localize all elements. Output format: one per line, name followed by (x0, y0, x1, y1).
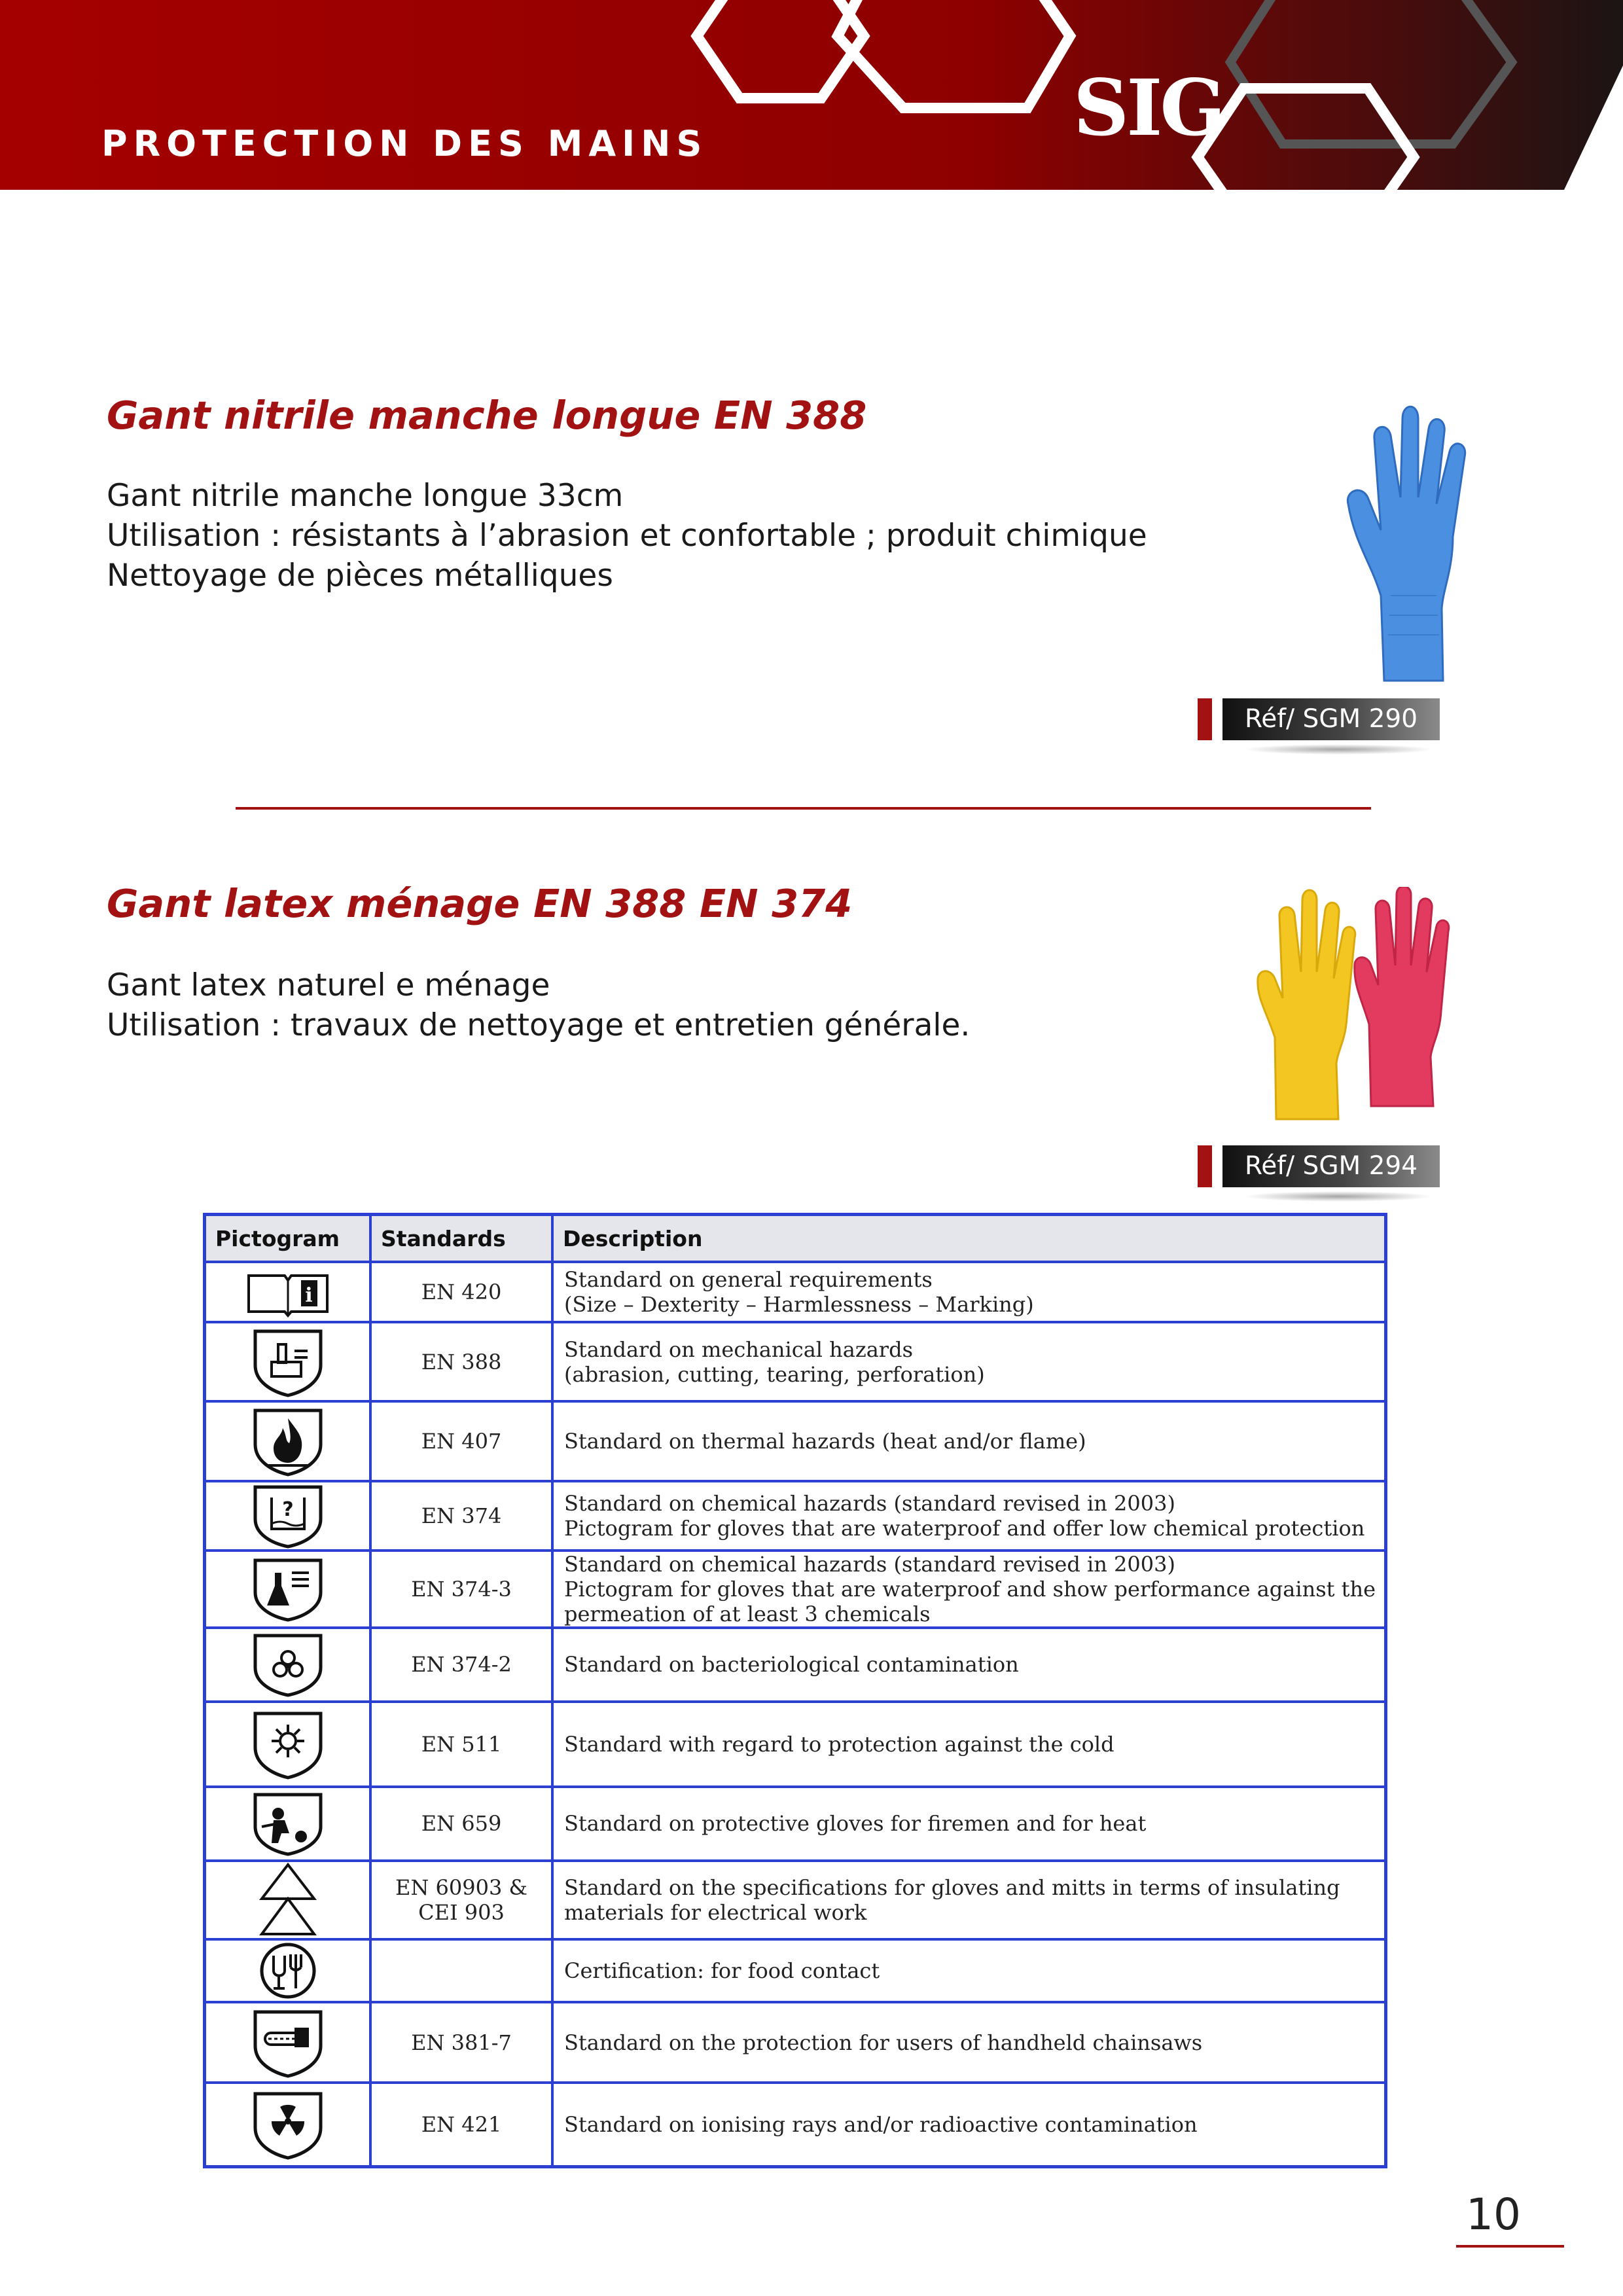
description-cell (552, 2002, 1386, 2082)
description-cell (552, 1322, 1386, 1401)
standards-table (203, 1213, 1387, 2168)
table-header-row (205, 1215, 1386, 1263)
column-header-standards: Standards (370, 1215, 552, 1263)
standard-cell: EN 388 (370, 1322, 552, 1401)
table-row (205, 1401, 1386, 1481)
radiation-shield-icon (249, 2089, 327, 2161)
sig-logo: SIG (1073, 62, 1224, 153)
product-title-latex: Gant latex ménage EN 388 EN 374 (107, 881, 853, 926)
pictogram-cell (205, 1939, 371, 2002)
description-line: Standard on ionising rays and/or radioactive contamination (564, 2111, 1198, 2137)
page-header (0, 0, 1623, 190)
firefighter-shield-icon (249, 1791, 327, 1856)
product-desc-line: Nettoyage de pièces métalliques (107, 558, 613, 594)
standard-cell: EN 421 (370, 2083, 552, 2167)
pictogram-cell (205, 2002, 371, 2082)
description-line: Standard on the protection for users of handheld chainsaws (564, 2030, 1203, 2055)
page-number: 10 (1466, 2189, 1521, 2240)
section-title: PROTECTION DES MAINS (101, 123, 708, 164)
food-contact-icon (249, 1941, 327, 2000)
pictogram-cell (205, 1702, 371, 1787)
table-row (205, 1861, 1386, 1939)
pictogram-cell (205, 1401, 371, 1481)
blue-nitrile-glove-image (1345, 399, 1469, 684)
ref-accent (1198, 1145, 1212, 1187)
product-desc-line: Utilisation : résistants à l’abrasion et confortable ; produit chimique (107, 518, 1147, 554)
description-line: Standard with regard to protection against the cold (564, 1731, 1115, 1757)
table-row (205, 1262, 1386, 1322)
standard-cell: EN 374-3 (370, 1551, 552, 1628)
column-header-description: Description (552, 1215, 1386, 1263)
standard-cell: EN 511 (370, 1702, 552, 1787)
product-desc-line: Gant nitrile manche longue 33cm (107, 478, 624, 514)
snowflake-shield-icon (249, 1708, 327, 1780)
standard-cell: EN 374 (370, 1481, 552, 1550)
table-row (205, 1939, 1386, 2002)
pictogram-cell (205, 1551, 371, 1628)
section-divider (236, 807, 1371, 810)
description-line: Standard on the specifications for gloves and mitts in terms of insulating (564, 1874, 1340, 1900)
product-desc-line: Gant latex naturel e ménage (107, 967, 550, 1003)
pictogram-cell (205, 1787, 371, 1860)
description-line: Standard on bacteriological contamination (564, 1652, 1019, 1677)
description-line: Standard on general requirements (564, 1267, 933, 1293)
description-line: Standard on thermal hazards (heat and/or flame) (564, 1429, 1086, 1454)
pictogram-cell (205, 1481, 371, 1550)
standard-cell (370, 1939, 552, 2002)
description-line: permeation of at least 3 chemicals (564, 1601, 931, 1626)
pictogram-cell (205, 1861, 371, 1939)
standard-line: EN 60903 & (395, 1874, 527, 1900)
description-cell (552, 1702, 1386, 1787)
book-info-icon (242, 1266, 334, 1318)
description-cell (552, 2083, 1386, 2167)
table-row (205, 2002, 1386, 2082)
double-triangle-icon (249, 1862, 327, 1937)
ref-accent (1198, 698, 1212, 740)
description-line: (abrasion, cutting, tearing, perforation) (564, 1361, 985, 1387)
table-row (205, 1322, 1386, 1401)
description-cell (552, 1401, 1386, 1481)
chainsaw-shield-icon (249, 2007, 327, 2079)
description-line: Standard on chemical hazards (standard revised in 2003) (564, 1551, 1175, 1577)
table-row (205, 1702, 1386, 1787)
mechanical-hazard-shield-icon (249, 1326, 327, 1398)
description-cell (552, 1551, 1386, 1628)
standard-cell (370, 1861, 552, 1939)
description-line: (Size – Dexterity – Harmlessness – Marking) (564, 1292, 1034, 1318)
flame-shield-icon (249, 1405, 327, 1477)
svg-text:?: ? (281, 1498, 294, 1522)
table-row (205, 1551, 1386, 1628)
chemical-beaker-shield-icon (249, 1483, 327, 1549)
svg-text:i: i (304, 1284, 313, 1308)
pictogram-cell (205, 1322, 371, 1401)
standard-cell: EN 659 (370, 1787, 552, 1860)
description-cell (552, 1861, 1386, 1939)
ref-shadow (1243, 1191, 1433, 1202)
description-cell (552, 1481, 1386, 1550)
description-line: Standard on chemical hazards (standard revised in 2003) (564, 1491, 1175, 1516)
biohazard-shield-icon (249, 1632, 327, 1697)
pictogram-cell (205, 2083, 371, 2167)
product-desc-line: Utilisation : travaux de nettoyage et entretien générale. (107, 1007, 971, 1043)
description-line: Pictogram for gloves that are waterproof and show performance against the (564, 1576, 1376, 1602)
standard-cell: EN 374-2 (370, 1628, 552, 1701)
description-line: Standard on protective gloves for firemen and for heat (564, 1811, 1147, 1837)
ref-label: Réf/ SGM 290 (1222, 698, 1440, 740)
pictogram-cell (205, 1262, 371, 1322)
table-row (205, 1481, 1386, 1550)
description-cell (552, 1262, 1386, 1322)
table-row (205, 1787, 1386, 1860)
chemical-flask-shield-icon (249, 1556, 327, 1622)
ref-shadow (1243, 744, 1433, 755)
description-cell (552, 1628, 1386, 1701)
description-cell (552, 1787, 1386, 1860)
ref-label: Réf/ SGM 294 (1222, 1145, 1440, 1187)
description-line: Pictogram for gloves that are waterproof and offer low chemical protection (564, 1516, 1365, 1541)
description-line: Certification: for food contact (564, 1958, 880, 1984)
standard-cell: EN 420 (370, 1262, 552, 1322)
column-header-pictogram: Pictogram (205, 1215, 371, 1263)
product-title-nitrile: Gant nitrile manche longue EN 388 (107, 393, 867, 438)
description-line: materials for electrical work (564, 1899, 867, 1925)
latex-gloves-image (1257, 887, 1459, 1122)
standard-cell: EN 381-7 (370, 2002, 552, 2082)
table-row (205, 2083, 1386, 2167)
standard-cell: EN 407 (370, 1401, 552, 1481)
description-cell (552, 1939, 1386, 2002)
page-number-underline (1456, 2245, 1564, 2248)
standard-line: CEI 903 (418, 1899, 505, 1925)
table-row (205, 1628, 1386, 1701)
description-line: Standard on mechanical hazards (564, 1336, 913, 1362)
pictogram-cell (205, 1628, 371, 1701)
